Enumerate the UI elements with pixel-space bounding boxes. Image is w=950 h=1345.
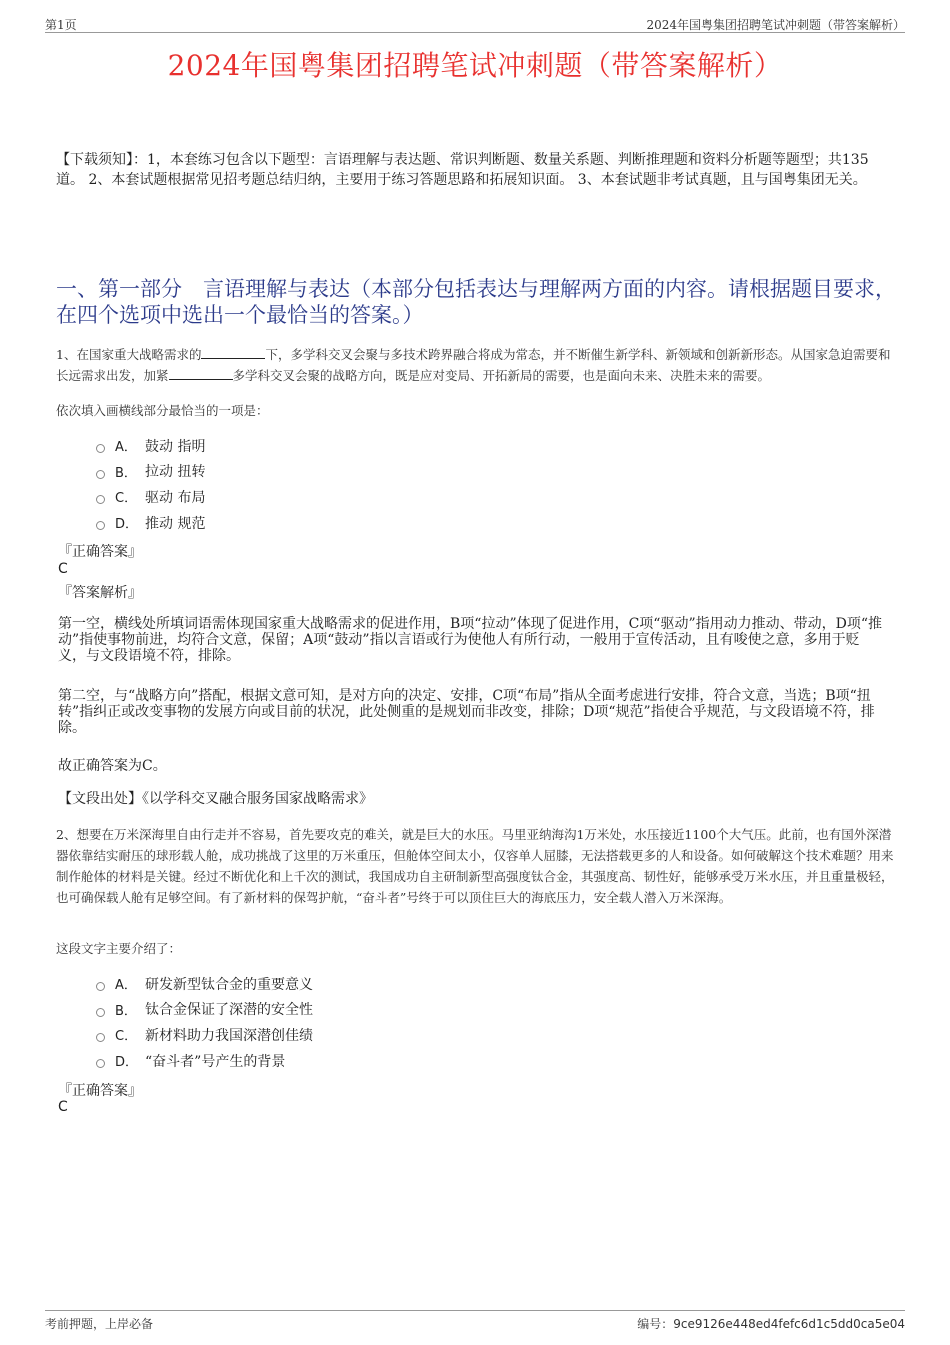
radio-icon[interactable] <box>96 1008 105 1017</box>
question-2-options <box>96 971 313 1073</box>
question-2-prompt: 这段文字主要介绍了： <box>56 941 182 956</box>
radio-icon[interactable] <box>96 982 105 991</box>
answer-label: 『正确答案』 <box>58 1083 142 1099</box>
radio-icon[interactable] <box>96 1059 105 1068</box>
question-1-options <box>96 433 205 535</box>
answer-value: C <box>58 561 68 577</box>
radio-icon[interactable] <box>96 495 105 504</box>
question-1-text: 1、在国家重大战略需求的 下，多学科交叉会聚与多技术跨界融合将成为常态，并不断催生新学科、新领域和创新新形态。从国家急迫需要和长远需求出发，加紧 多学科交叉会聚的战略方向，既是应对变局、开拓新局的需要，也是面向未来、决胜未来的需要。 <box>56 347 891 383</box>
analysis-label: 『答案解析』 <box>58 585 142 601</box>
page-number: 第1页 <box>45 18 77 32</box>
fill-blank-2 <box>169 366 233 380</box>
page-header <box>45 14 905 33</box>
analysis-paragraph-2: 第二空，与“战略方向”搭配，根据文意可知，是对方向的决定、安排，C项“布局”指从全面考虑进行安排，符合文意，当选；B项“扭转”指纠正或改变事物的发展方向或目前的状况，此处侧重的是规划而非改变，排除；D项“规范”指使合乎规范，与文段语境不符，排除。 <box>58 688 875 736</box>
document-code: 编号：9ce9126e448ed4fefc6d1c5dd0ca5e04 <box>637 1317 905 1331</box>
footer-slogan: 考前押题，上岸必备 <box>45 1317 154 1331</box>
answer-label: 『正确答案』 <box>58 544 142 560</box>
page-footer <box>45 1310 905 1333</box>
option-a[interactable]: A． 鼓动 指明 <box>96 433 205 459</box>
section-heading: 一、第一部分 言语理解与表达（本部分包括表达与理解两方面的内容。请根据题目要求，在四个选项中选出一个最恰当的答案。） <box>56 277 896 327</box>
option-c[interactable]: C． 新材料助力我国深潜创佳绩 <box>96 1022 313 1048</box>
radio-icon[interactable] <box>96 444 105 453</box>
header-doc-title: 2024年国粤集团招聘笔试冲刺题（带答案解析） <box>646 18 905 32</box>
option-a[interactable]: A． 研发新型钛合金的重要意义 <box>96 971 313 997</box>
analysis-conclusion: 故正确答案为C。 <box>58 758 167 774</box>
download-notice: 【下载须知】：1，本套练习包含以下题型：言语理解与表达题、常识判断题、数量关系题、判断推理题和资料分析题等题型；共135道。 2、本套试题根据常见招考题总结归纳，主要用于练习答题思路和拓展知识面。 3、本套试题非考试真题，且与国粤集团无关。 <box>56 152 869 188</box>
source-citation: 【文段出处】《以学科交叉融合服务国家战略需求》 <box>58 791 373 807</box>
analysis-paragraph-1: 第一空，横线处所填词语需体现国家重大战略需求的促进作用，B项“拉动”体现了促进作用，C项“驱动”指用动力推动、带动，D项“推动”指使事物前进，均符合文意，保留；A项“鼓动”指以言语或行为使他人有所行动，一般用于宣传活动，且有唆使之意，多用于贬义，与文段语境不符，排除。 <box>58 616 883 664</box>
option-b[interactable]: B． 拉动 扭转 <box>96 459 205 485</box>
question-1-prompt: 依次填入画横线部分最恰当的一项是： <box>56 403 269 418</box>
document-title: 2024年国粤集团招聘笔试冲刺题（带答案解析） <box>167 49 783 82</box>
radio-icon[interactable] <box>96 470 105 479</box>
radio-icon[interactable] <box>96 521 105 530</box>
radio-icon[interactable] <box>96 1033 105 1042</box>
option-d[interactable]: D． “奋斗者”号产生的背景 <box>96 1048 313 1074</box>
option-d[interactable]: D． 推动 规范 <box>96 510 205 536</box>
option-c[interactable]: C． 驱动 布局 <box>96 484 205 510</box>
answer-value: C <box>58 1099 68 1115</box>
fill-blank-1 <box>201 345 265 359</box>
question-2-text: 2、想要在万米深海里自由行走并不容易，首先要攻克的难关，就是巨大的水压。马里亚纳海沟1万米处，水压接近1100个大气压。此前，也有国外深潜器依靠结实耐压的球形载人舱，成功挑战了这里的万米重压，但舱体空间太小，仅容单人屈膝，无法搭载更多的人和设备。如何破解这个技术难题？用来制作舱体的材料是关键。经过不断优化和上千次的测试，我国成功自主研制新型高强度钛合金，其强度高、韧性好，能够承受万米水压，并且重量极轻，也可确保载人舱有足够空间。有了新材料的保驾护航，“奋斗者”号终于可以顶住巨大的海底压力，安全载人潜入万米深海。 <box>56 827 894 905</box>
option-b[interactable]: B． 钛合金保证了深潜的安全性 <box>96 997 313 1023</box>
